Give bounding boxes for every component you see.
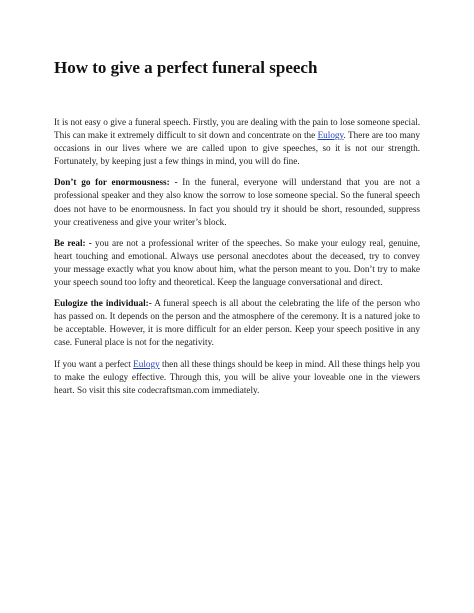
paragraph-text: A funeral speech is all about the celebrating the life of the person who has passed on. It depends on the person and the atmosphere of the ceremony. It is a natured joke to be acceptable. However, it is more difficult for an elder person. Keep your speech positive in any case. Funeral place is not for the negativity.: [54, 298, 420, 348]
paragraph-text: It is not easy o give a funeral speech. Firstly, you are dealing with the pain to lose someone special. This can make it extremely difficult to sit down and concentrate on the: [54, 117, 420, 141]
intro-paragraph: [54, 116, 420, 168]
document-page: [54, 58, 420, 405]
eulogy-link[interactable]: Eulogy: [133, 358, 160, 369]
paragraph-heading: Eulogize the individual:-: [54, 298, 152, 309]
be-real-paragraph: [54, 237, 420, 289]
page-title: How to give a perfect funeral speech: [54, 58, 318, 77]
paragraph-text: If you want a perfect: [54, 358, 134, 369]
paragraph-heading: Be real: -: [54, 237, 92, 248]
eulogy-link[interactable]: Eulogy: [317, 130, 344, 141]
paragraph-text: In the funeral, everyone will understand that you are not a professional speaker and they also know the sorrow to lose someone special. So the funeral speech does not have to be enormousness. In fact you should try it should be short, resounded, suppress your creativeness and give your writer’s block.: [54, 177, 420, 227]
eulogize-paragraph: [54, 297, 420, 349]
paragraph-heading: Don’t go for enormousness: -: [54, 177, 178, 188]
enormousness-paragraph: [54, 176, 420, 228]
paragraph-text: . There are too many occasions in our lives where we are called upon to give speeches, so it is not our strength. Fortunately, by keeping just a few things in mind, you will do fine.: [54, 130, 420, 167]
paragraph-text: then all these things should be keep in mind. All these things help you to make the eulogy effective. Through this, you will be alive your loveable one in the viewers heart. So visit this site codecraftsman.com immediately.: [54, 358, 421, 395]
paragraph-text: you are not a professional writer of the speeches. So make your eulogy real, genuine, heart touching and emotional. Always use personal anecdotes about the deceased, try to convey your message exactly what you know about him, what the person meant to you. Don’t try to make your speech sound too lofty and theoretical. Keep the language conversational and direct.: [54, 237, 420, 288]
closing-paragraph: [54, 358, 420, 397]
